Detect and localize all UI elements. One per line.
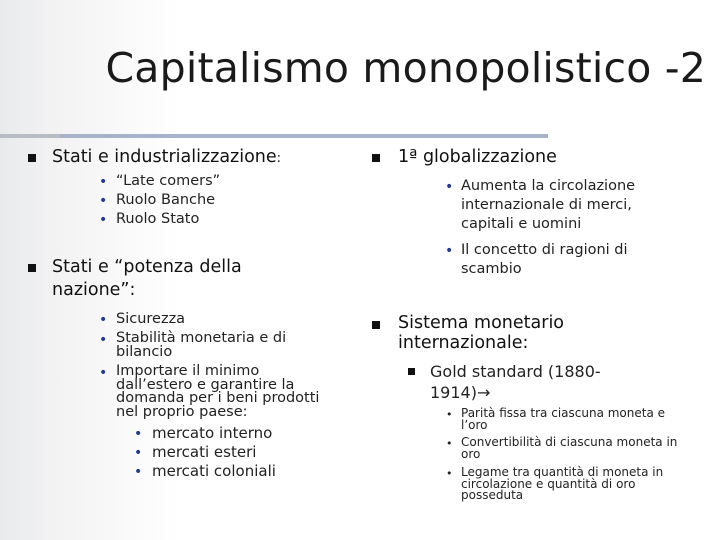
right-item-circolazione <box>461 177 635 234</box>
left-point-2-line1: Stati e “potenza della <box>52 257 242 277</box>
round-bullet-icon: • <box>99 212 108 228</box>
parita-line2: l’oro <box>461 417 488 432</box>
left-subitem-mercati-coloniali: mercati coloniali <box>152 462 276 480</box>
title-divider-left <box>0 134 60 138</box>
left-item-late-comers: “Late comers” <box>116 173 221 189</box>
left-item-importare-line1: Importare il minimo <box>116 363 260 379</box>
convertibilita-line2: oro <box>461 446 481 461</box>
left-point-2-line2: nazione”: <box>52 280 136 300</box>
right-item-convertibilita <box>461 437 677 460</box>
legame-line2: circolazione e quantità di oro <box>461 476 636 491</box>
round-bullet-icon: • <box>446 408 453 421</box>
right-item-circolazione-line3: capitali e uomini <box>461 216 582 232</box>
slide-title: Capitalismo monopolistico -2 <box>105 44 706 92</box>
left-subitem-mercato-interno: mercato interno <box>152 424 273 442</box>
left-item-importare-line2: dall’estero e garantire la <box>116 376 295 393</box>
round-bullet-icon: • <box>134 464 143 480</box>
right-item-ragioni-di-scambio <box>461 241 628 279</box>
left-point-2 <box>52 256 242 302</box>
gold-standard-line1: Gold standard (1880- <box>430 362 601 381</box>
title-divider <box>60 134 548 138</box>
round-bullet-icon: • <box>99 365 108 381</box>
right-point-2-line1: Sistema monetario <box>398 313 565 333</box>
left-item-sicurezza: Sicurezza <box>116 311 186 327</box>
round-bullet-icon: • <box>134 445 143 461</box>
right-point-2 <box>398 313 564 353</box>
right-item-parita-fissa <box>461 408 665 431</box>
right-subpoint-gold-standard <box>430 361 601 403</box>
gold-standard-line2: 1914) <box>430 383 477 402</box>
left-item-stato: Ruolo Stato <box>116 211 200 227</box>
right-arrow-icon: → <box>476 383 491 402</box>
left-subitem-mercati-esteri: mercati esteri <box>152 443 257 461</box>
legame-line1: Legame tra quantità di moneta in <box>461 465 664 479</box>
legame-line3: posseduta <box>461 488 524 502</box>
round-bullet-icon: • <box>446 437 453 450</box>
square-bullet-icon <box>28 154 36 162</box>
round-bullet-icon: • <box>134 426 143 442</box>
round-bullet-icon: • <box>445 243 454 259</box>
square-bullet-icon <box>408 368 415 375</box>
left-item-stabilita-line2: bilancio <box>116 343 173 360</box>
right-item-ragioni-line2: scambio <box>461 261 522 277</box>
left-point-1-label: Stati e industrializzazione <box>52 147 277 167</box>
square-bullet-icon <box>28 264 36 272</box>
round-bullet-icon: • <box>99 312 108 328</box>
left-item-stabilita <box>116 332 286 359</box>
right-item-circolazione-line2: internazionale di merci, <box>461 197 632 213</box>
square-bullet-icon <box>372 154 380 162</box>
left-item-importare-line4: nel proprio paese: <box>116 403 248 420</box>
round-bullet-icon: • <box>99 174 108 190</box>
right-item-circolazione-line1: Aumenta la circolazione <box>461 178 636 194</box>
left-item-stabilita-line1: Stabilità monetaria e di <box>116 330 287 346</box>
round-bullet-icon: • <box>99 332 108 348</box>
right-item-legame <box>461 467 663 502</box>
left-point-1 <box>52 146 281 170</box>
left-point-1-colon: : <box>276 151 282 166</box>
right-item-ragioni-line1: Il concetto di ragioni di <box>461 242 628 258</box>
round-bullet-icon: • <box>445 179 454 195</box>
left-item-banche: Ruolo Banche <box>116 192 216 208</box>
round-bullet-icon: • <box>446 467 453 480</box>
right-point-2-line2: internazionale: <box>398 333 529 353</box>
square-bullet-icon <box>372 321 380 329</box>
left-item-importare-line3: domanda per i beni prodotti <box>116 390 320 406</box>
parita-line1: Parità fissa tra ciascuna moneta e <box>461 406 666 420</box>
left-item-importare <box>116 365 319 419</box>
right-point-1: 1ª globalizzazione <box>398 147 557 167</box>
convertibilita-line1: Convertibilità di ciascuna moneta in <box>461 435 678 449</box>
round-bullet-icon: • <box>99 193 108 209</box>
